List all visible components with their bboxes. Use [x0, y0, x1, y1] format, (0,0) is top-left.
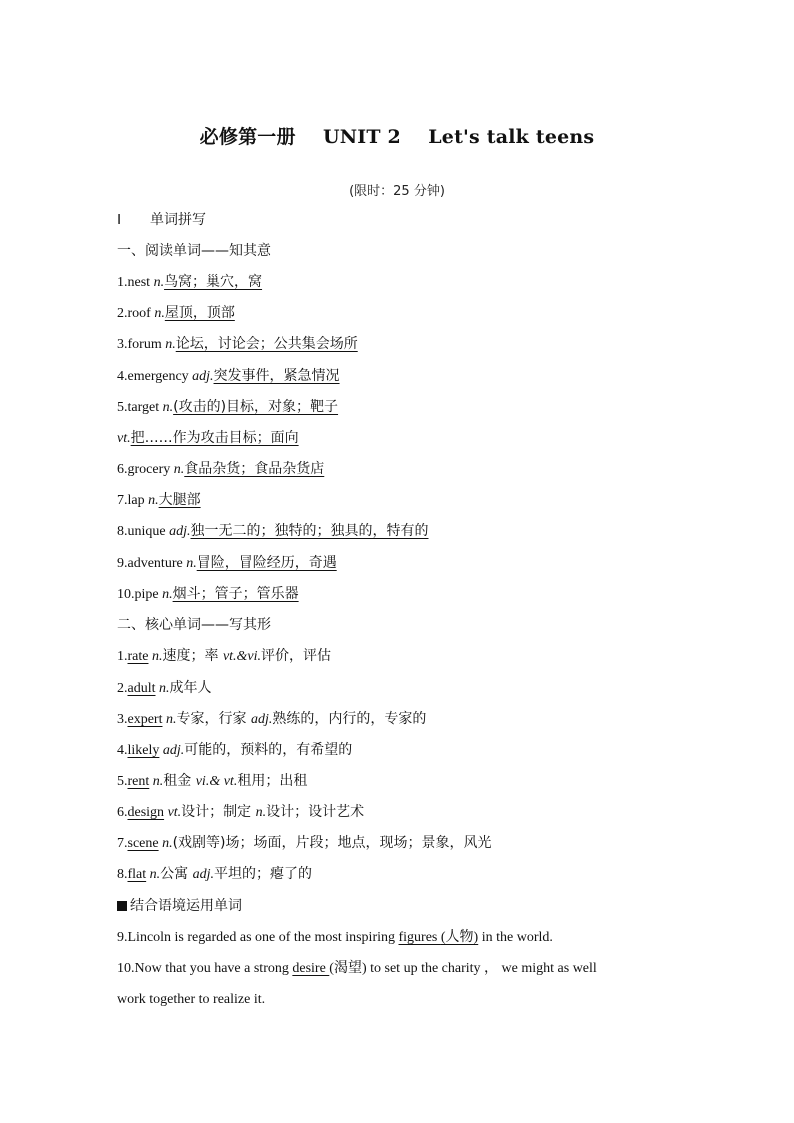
- vocab-item: 9.adventure n.冒险，冒险经历，奇遇: [117, 555, 337, 571]
- part1-heading: 一、阅读单词——知其意: [117, 243, 271, 259]
- vocab-item: vt.把……作为攻击目标；面向: [117, 430, 299, 446]
- answer-text: 食品杂货；食品杂货店: [184, 461, 325, 477]
- section-heading: [117, 210, 206, 231]
- answer-text: 独一无二的；独特的；独具的，特有的: [190, 523, 429, 539]
- core-item: 2.adult n.成年人: [117, 680, 212, 696]
- vocab-item: 10.pipe n.烟斗；管子；管乐器: [117, 586, 299, 602]
- unit-label: UNIT 2: [322, 126, 401, 148]
- vocab-item: 1.nest n.鸟窝；巢穴，窝: [117, 274, 263, 290]
- unit-topic: Let's talk teens: [428, 126, 595, 148]
- core-item: 6.design vt.设计；制定 n.设计；设计艺术: [117, 804, 365, 820]
- vocab-item: 7.lap n.大腿部: [117, 492, 201, 508]
- answer-word: adult: [127, 681, 156, 696]
- answer-word: design: [127, 805, 165, 820]
- answer-text: 屋顶，顶部: [164, 305, 235, 321]
- part3-heading: 结合语境运用单词: [117, 896, 242, 916]
- core-item: 7.scene n.(戏剧等)场；场面，片段；地点，现场；景象，风光: [117, 835, 492, 851]
- time-limit: (限时：25 分钟): [349, 184, 445, 199]
- answer-text: 冒险，冒险经历，奇遇: [196, 555, 337, 571]
- vocab-item: 6.grocery n.食品杂货；食品杂货店: [117, 461, 325, 477]
- answer-text: 论坛，讨论会；公共集会场所: [175, 336, 358, 352]
- answer-word: expert: [127, 712, 163, 727]
- answer-text: 烟斗；管子；管乐器: [172, 586, 299, 602]
- answer-word: rate: [127, 649, 149, 664]
- core-item: 5.rent n.租金 vi.& vt.租用；出租: [117, 773, 308, 789]
- answer-text: 突发事件，紧急情况: [213, 368, 340, 384]
- sentence-item: 9.Lincoln is regarded as one of the most inspiring figures (人物) in the world.: [117, 930, 553, 945]
- sentence-item: 10.Now that you have a strong desire (渴望) to set up the charity ， we might as well: [117, 961, 597, 976]
- core-item: 8.flat n.公寓 adj.平坦的；瘪了的: [117, 866, 312, 882]
- part2-heading: 二、核心单词——写其形: [117, 617, 271, 633]
- answer-text: 大腿部: [158, 492, 201, 508]
- answer-word: rent: [127, 774, 150, 789]
- section-title: 单词拼写: [150, 212, 206, 228]
- answer-word: flat: [127, 867, 147, 882]
- answer-word: figures: [398, 930, 441, 945]
- square-bullet-icon: [117, 901, 127, 911]
- core-item: 3.expert n.专家，行家 adj.熟练的，内行的，专家的: [117, 711, 427, 727]
- vocab-item: 2.roof n.屋顶，顶部: [117, 305, 235, 321]
- answer-word: scene: [127, 836, 159, 851]
- vocab-item: 3.forum n.论坛，讨论会；公共集会场所: [117, 336, 358, 352]
- answer-text: (攻击的)目标，对象；靶子: [173, 399, 339, 415]
- vocab-item: 4.emergency adj.突发事件，紧急情况: [117, 368, 340, 384]
- answer-word: desire: [292, 961, 330, 976]
- answer-text: 鸟窝；巢穴，窝: [164, 274, 263, 290]
- sentence-continuation: work together to realize it.: [117, 992, 266, 1007]
- core-item: 4.likely adj.可能的，预料的，有希望的: [117, 742, 353, 758]
- section-numeral: Ⅰ: [117, 213, 122, 228]
- vocab-item: 8.unique adj.独一无二的；独特的；独具的，特有的: [117, 523, 429, 539]
- page-title: [0, 122, 794, 149]
- answer-word: likely: [127, 743, 160, 758]
- answer-text: 把……作为攻击目标；面向: [130, 430, 299, 446]
- core-item: 1.rate n.速度；率 vt.&vi.评价，评估: [117, 648, 332, 664]
- book-name: 必修第一册: [199, 126, 296, 148]
- vocab-item: 5.target n.(攻击的)目标，对象；靶子: [117, 399, 339, 415]
